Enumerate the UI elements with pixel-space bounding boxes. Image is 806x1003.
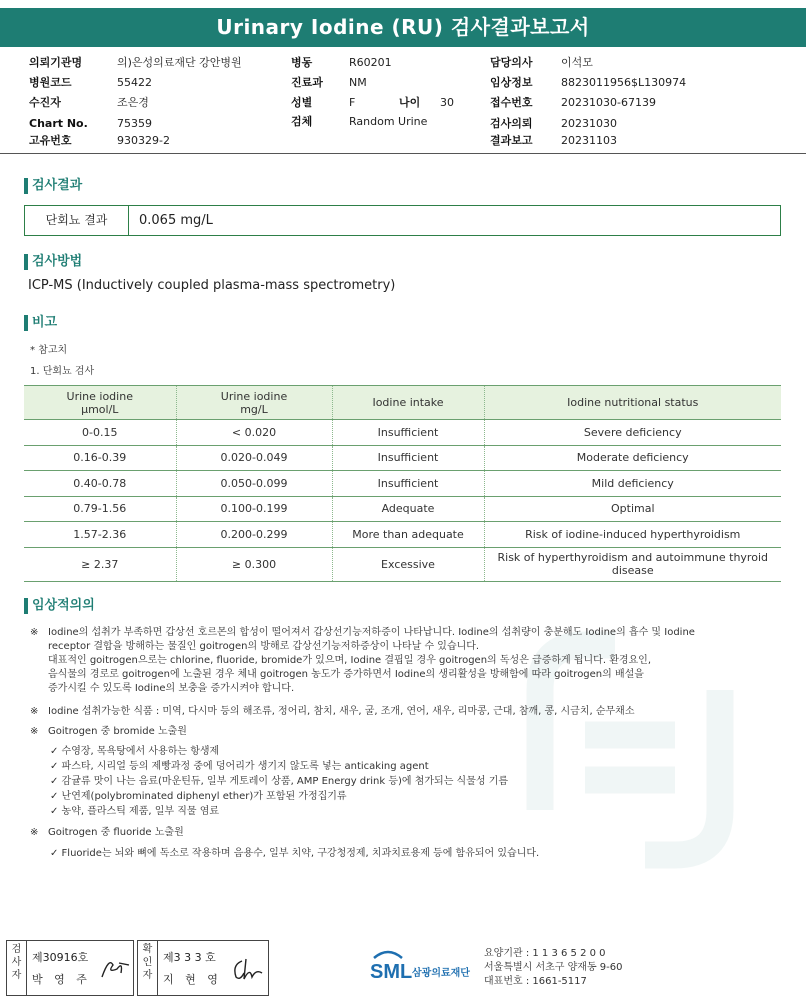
patient-info (29, 56, 789, 152)
table-cell: Insufficient (332, 471, 484, 497)
confirmer-label: 확인자 (138, 941, 158, 995)
text-line: 대표적인 goitrogen으로는 chlorine, fluoride, bromide가 있으며, Iodine 결핍일 경우 goitrogen의 독성은 급증하게 됩니다. 환경요인, (48, 655, 652, 666)
table-cell: Insufficient (332, 445, 484, 471)
table-cell: 0.40-0.78 (24, 471, 176, 497)
text-line: 증가시킬 수 있도록 Iodine의 보충을 증가시켜야 합니다. (48, 683, 295, 694)
hospital-code-label: 병원코드 (29, 76, 72, 89)
result-box (24, 205, 781, 236)
info-divider (0, 153, 806, 154)
receiver-value: 조은경 (117, 96, 149, 109)
clinical-info-value: 8823011956$L130974 (561, 76, 687, 89)
age-label: 나이 (399, 96, 421, 109)
org-line: 요양기관 : 1 1 3 6 5 2 0 0 (484, 948, 606, 959)
report-date-label: 결과보고 (490, 134, 533, 147)
result-label: 단회뇨 결과 (25, 206, 129, 235)
section-marker (24, 598, 28, 614)
table-cell: < 0.020 (176, 420, 332, 446)
specimen-value: Random Urine (349, 115, 428, 128)
table-cell: ≥ 2.37 (24, 547, 176, 581)
table-cell: 0.020-0.049 (176, 445, 332, 471)
sex-label: 성별 (291, 96, 313, 109)
table-cell: 0.200-0.299 (176, 522, 332, 548)
table-header: Urine iodine mg/L (176, 386, 332, 420)
ward-value: R60201 (349, 56, 392, 69)
sml-logo (368, 946, 480, 991)
text-line: Iodine 섭취가능한 식품 : 미역, 다시마 등의 해조류, 정어리, 참치, 새우, 굴, 조개, 연어, 새우, 리마콩, 근대, 참깨, 콩, 시금치, 순무채소 (48, 706, 635, 717)
result-value: 0.065 mg/L (139, 213, 213, 228)
clinical-paragraph-4 (30, 826, 780, 840)
table-row (24, 547, 781, 581)
table-cell: ≥ 0.300 (176, 547, 332, 581)
fluoride-item: ✓ Fluoride는 뇌와 뼈에 독소로 작용하며 음용수, 일부 치약, 구강청정제, 치과치료용제 등에 함유되어 있습니다. (50, 848, 540, 859)
request-date-label: 검사의뢰 (490, 117, 533, 130)
org-line: 대표번호 : 1661-5117 (484, 976, 587, 987)
table-cell: Risk of hyperthyroidism and autoimmune thyroid disease (484, 547, 781, 581)
specimen-label: 검체 (291, 115, 313, 128)
text-line: Goitrogen 중 fluoride 노출원 (48, 827, 184, 838)
doctor-label: 담당의사 (490, 56, 533, 69)
chart-no-label: Chart No. (29, 117, 88, 130)
table-header: Iodine intake (332, 386, 484, 420)
clinical-paragraph-2 (30, 705, 780, 719)
svg-text:SML: SML (370, 961, 413, 983)
ward-label: 병동 (291, 56, 313, 69)
department-label: 진료과 (291, 76, 323, 89)
request-date-value: 20231030 (561, 117, 617, 130)
table-cell: 0.79-1.56 (24, 496, 176, 522)
table-header-row (24, 386, 781, 420)
table-row (24, 445, 781, 471)
confirmer-license-no: 제3 3 3 호 (163, 951, 216, 964)
age-value: 30 (440, 96, 454, 109)
table-cell: 0.16-0.39 (24, 445, 176, 471)
clinical-paragraph-3 (30, 725, 780, 739)
table-cell: Moderate deficiency (484, 445, 781, 471)
text-line: receptor 결합을 방해하는 물질인 goitrogen의 방해로 갑상선기능저하증상이 나타날 수 있습니다. (48, 641, 480, 652)
table-cell: 0-0.15 (24, 420, 176, 446)
table-cell: Insufficient (332, 420, 484, 446)
reference-note: * 참고치 (30, 345, 68, 356)
institution-label: 의뢰기관명 (29, 56, 83, 69)
clinical-info-label: 임상정보 (490, 76, 533, 89)
report-date-value: 20231103 (561, 134, 617, 147)
confirmer-signature (230, 955, 264, 983)
footer (6, 940, 800, 996)
table-cell: 1.57-2.36 (24, 522, 176, 548)
table-cell: Severe deficiency (484, 420, 781, 446)
section-title: 임상적의의 (32, 598, 95, 613)
unique-no-label: 고유번호 (29, 134, 72, 147)
note-mark: ※ (30, 827, 39, 838)
tester-signature (99, 955, 131, 981)
method-text: ICP-MS (Inductively coupled plasma-mass spectrometry) (28, 278, 396, 293)
report-title: Urinary Iodine (RU) 검사결과보고서 (0, 8, 806, 47)
note-mark: ※ (30, 627, 39, 638)
section-title: 검사결과 (32, 178, 83, 193)
receiver-label: 수진자 (29, 96, 61, 109)
svg-text:삼광의료재단: 삼광의료재단 (412, 968, 470, 979)
note-mark: ※ (30, 726, 39, 737)
table-cell: Mild deficiency (484, 471, 781, 497)
table-cell: 0.050-0.099 (176, 471, 332, 497)
table-header: Iodine nutritional status (484, 386, 781, 420)
confirmer-signature-box (137, 940, 269, 996)
bromide-item: ✓ 수영장, 목욕탕에서 사용하는 항생제 (50, 746, 220, 757)
bromide-item: ✓ 파스타, 시리얼 등의 제빵과정 중에 덩어리가 생기지 않도록 넣는 anticaking agent (50, 761, 429, 772)
table-cell: Risk of iodine-induced hyperthyroidism (484, 522, 781, 548)
reference-subnote: 1. 단회뇨 검사 (30, 366, 95, 377)
table-row (24, 496, 781, 522)
tester-signature-box (6, 940, 134, 996)
text-line: Goitrogen 중 bromide 노출원 (48, 726, 187, 737)
org-line: 서울특별시 서초구 양재동 9-60 (484, 962, 623, 973)
department-value: NM (349, 76, 367, 89)
confirmer-name: 지 현 영 (163, 973, 222, 986)
tester-license-no: 제30916호 (32, 951, 89, 964)
table-row (24, 471, 781, 497)
table-header: Urine iodine μmol/L (24, 386, 176, 420)
doctor-value: 이석모 (561, 56, 593, 69)
unique-no-value: 930329-2 (117, 134, 170, 147)
table-cell: More than adequate (332, 522, 484, 548)
table-cell: Adequate (332, 496, 484, 522)
tester-name: 박 영 주 (32, 973, 91, 986)
reference-table (24, 385, 781, 582)
section-title: 비고 (32, 315, 58, 330)
section-marker (24, 178, 28, 194)
accession-value: 20231030-67139 (561, 96, 656, 109)
accession-label: 접수번호 (490, 96, 533, 109)
section-marker (24, 254, 28, 270)
bromide-item: ✓ 난연제(polybrominated diphenyl ether)가 포함된 가정집기류 (50, 791, 347, 802)
bromide-item: ✓ 농약, 플라스틱 제품, 일부 직물 염료 (50, 806, 220, 817)
clinical-paragraph-1 (30, 626, 780, 698)
section-title: 검사방법 (32, 254, 83, 269)
organization-info (484, 947, 623, 989)
table-cell: Optimal (484, 496, 781, 522)
chart-no-value: 75359 (117, 117, 152, 130)
sex-value: F (349, 96, 356, 109)
bromide-item: ✓ 감귤류 맛이 나는 음료(마운틴듀, 일부 게토레이 상품, AMP Energy drink 등)에 첨가되는 식물성 기름 (50, 776, 509, 787)
table-row (24, 420, 781, 446)
table-row (24, 522, 781, 548)
section-marker (24, 315, 28, 331)
note-mark: ※ (30, 706, 39, 717)
text-line: 음식물의 경로로 goitrogen에 노출된 경우 체내 goitrogen 농도가 증가하면서 Iodine의 생리활성을 방해함에 따라 goitrogen의 배설을 (48, 669, 644, 680)
hospital-code-value: 55422 (117, 76, 152, 89)
tester-label: 검사자 (7, 941, 27, 995)
text-line: Iodine의 섭취가 부족하면 갑상선 호르몬의 합성이 떨어져서 갑상선기능저하증이 나타납니다. Iodine의 섭취량이 충분해도 Iodine의 흡수 및 Iodine (48, 627, 695, 638)
institution-value: 의)은성의료재단 강안병원 (117, 56, 242, 69)
table-cell: Excessive (332, 547, 484, 581)
table-cell: 0.100-0.199 (176, 496, 332, 522)
